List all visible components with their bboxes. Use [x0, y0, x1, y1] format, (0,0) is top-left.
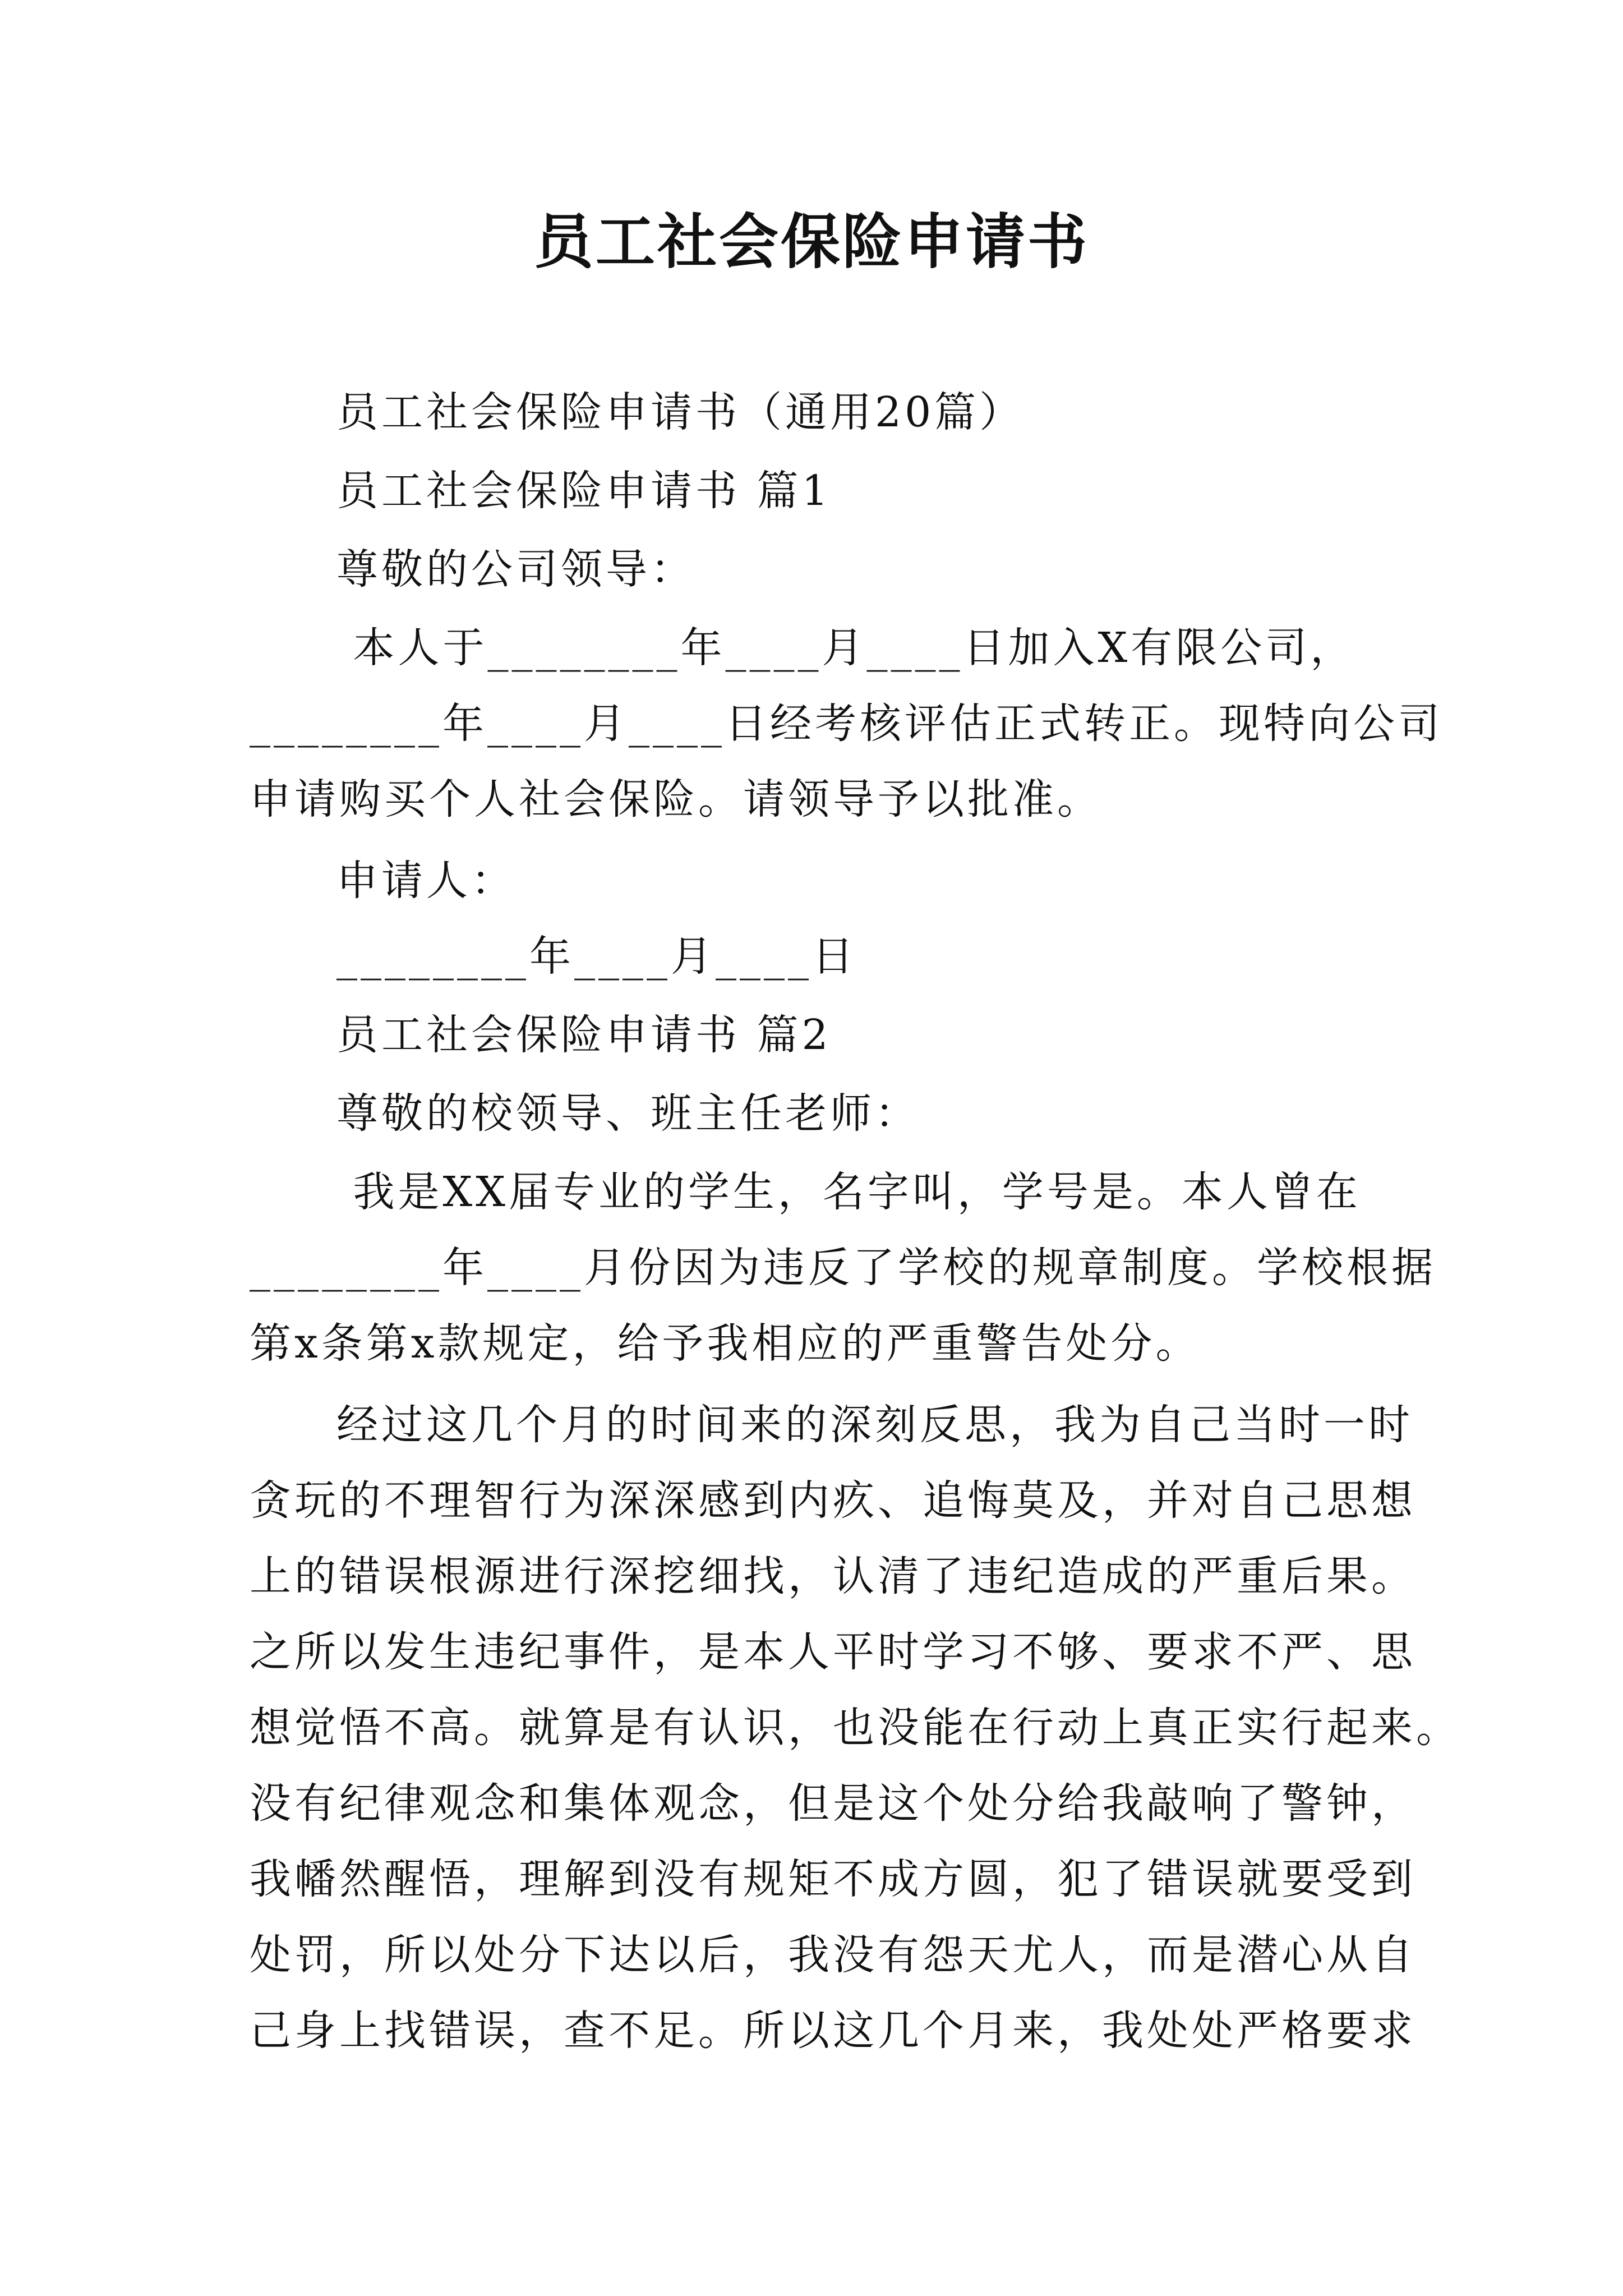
paragraph-line: 想觉悟不高。就算是有认识，也没能在行动上真正实行起来。 — [250, 1704, 1461, 1752]
paragraph-line: ________年____月份因为违反了学校的规章制度。学校根据 — [250, 1244, 1436, 1292]
paragraph-line: ________年____月____日经考核评估正式转正。现特向公司 — [250, 700, 1443, 748]
document-title: 员工社会保险申请书 — [534, 206, 1089, 277]
paragraph-line: 申请购买个人社会保险。请领导予以批准。 — [250, 775, 1102, 823]
date-line: ________年____月____日 — [336, 932, 857, 981]
salutation-2: 尊敬的校领导、班主任老师： — [336, 1089, 920, 1138]
paragraph-line: 没有纪律观念和集体观念，但是这个处分给我敲响了警钟， — [250, 1779, 1416, 1828]
applicant-label: 申请人： — [336, 857, 516, 905]
paragraph-line: 己身上找错误，查不足。所以这几个月来，我处处严格要求 — [250, 2007, 1416, 2055]
paragraph-line: 之所以发生违纪事件，是本人平时学习不够、要求不严、思 — [250, 1628, 1416, 1676]
section-heading-2: 员工社会保险申请书 篇2 — [336, 1011, 832, 1059]
paragraph-line: 上的错误根源进行深挖细找，认清了违纪造成的严重后果。 — [250, 1552, 1416, 1600]
paragraph-line: 我是XX届专业的学生，名字叫，学号是。本人曾在 — [336, 1168, 1361, 1216]
paragraph-line: 第x条第x款规定，给予我相应的严重警告处分。 — [250, 1319, 1201, 1368]
paragraph-line: 处罚，所以处分下达以后，我没有怨天尤人，而是潜心从自 — [250, 1931, 1416, 1979]
section-heading-1: 员工社会保险申请书 篇1 — [336, 467, 832, 515]
paragraph-line: 我幡然醒悟，理解到没有规矩不成方圆，犯了错误就要受到 — [250, 1855, 1416, 1903]
paragraph-line: 经过这几个月的时间来的深刻反思，我为自己当时一时 — [336, 1401, 1413, 1449]
paragraph-line: 本人于________年____月____日加入X有限公司， — [336, 624, 1355, 672]
salutation-1: 尊敬的公司领导： — [336, 545, 695, 593]
paragraph-line: 贪玩的不理智行为深深感到内疚、追悔莫及，并对自己思想 — [250, 1476, 1416, 1525]
doc-subtitle: 员工社会保险申请书（通用20篇） — [336, 388, 1025, 436]
